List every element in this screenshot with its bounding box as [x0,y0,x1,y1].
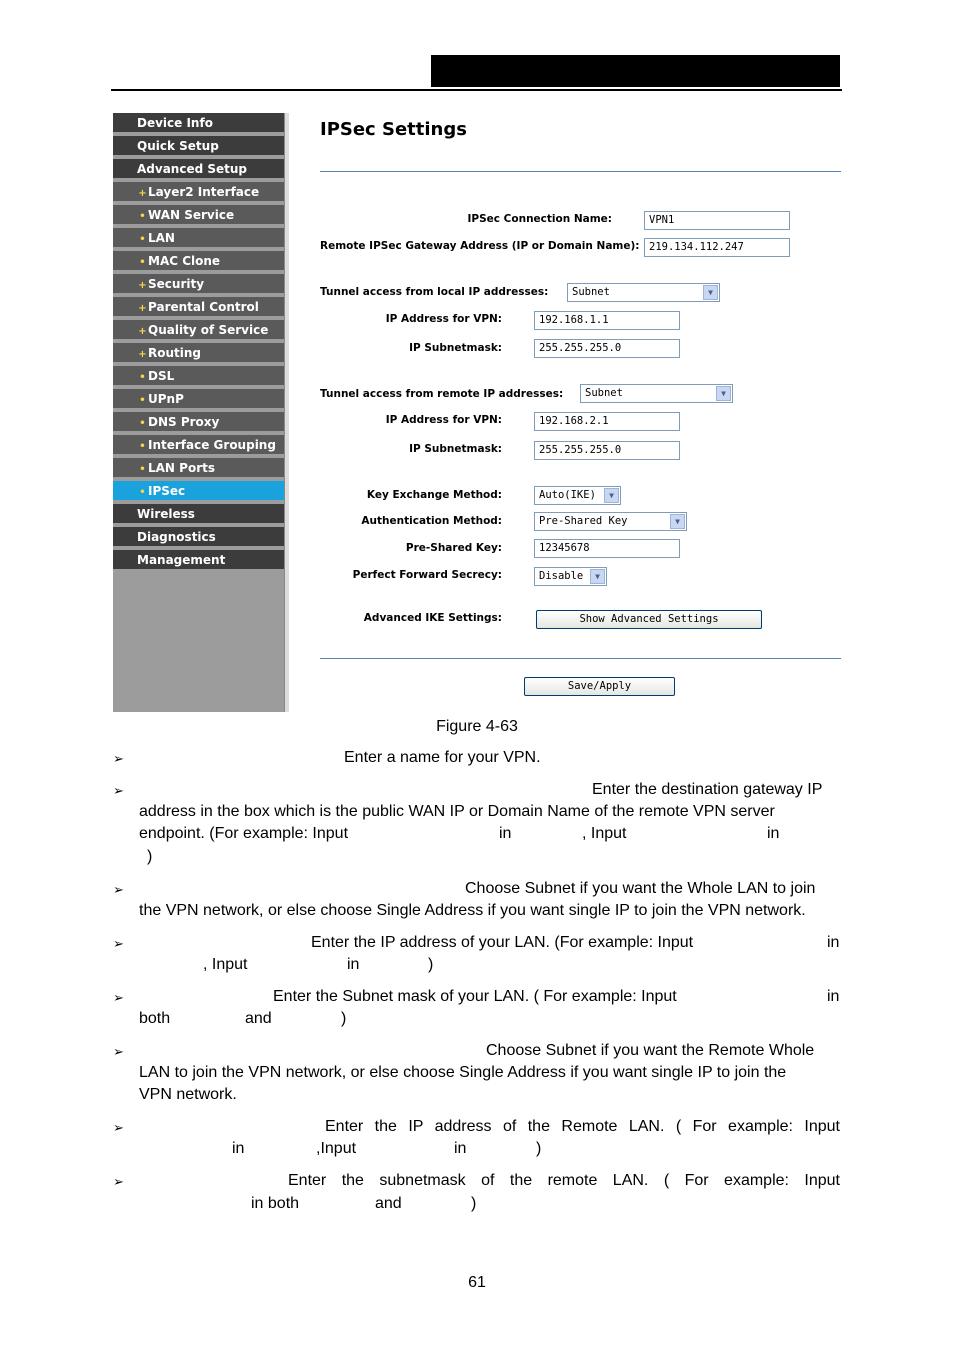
sidebar-item-lan-ports[interactable] [113,458,284,479]
bullet-dot-icon: • [139,211,146,222]
conn-name-label: IPSec Connection Name: [467,213,612,225]
bullet-dot-icon: • [139,464,146,475]
bullet-dot-icon: • [139,441,146,452]
sidebar-menu [113,113,284,712]
local-ip-input[interactable]: 192.168.1.1 [534,311,680,330]
local-ip-label: IP Address for VPN: [385,313,502,325]
remote-mask-input[interactable]: 255.255.255.0 [534,441,680,460]
remote-access-value: Subnet [585,387,623,399]
auth-method-label: Authentication Method: [361,515,502,527]
advanced-ike-label: Advanced IKE Settings: [363,612,502,624]
p3-line2: the VPN network, or else choose Single Address if you want single IP to join the VPN network. [139,902,806,919]
sidebar-item-label: Management [137,553,226,567]
arrow-bullet-icon: ➢ [113,1045,124,1060]
sidebar-item-label: Wireless [137,507,195,521]
sidebar-item-layer2-interface[interactable] [113,182,284,203]
p5-line2-b: and [245,1010,272,1027]
top-divider [320,171,841,172]
key-exchange-value: Auto(IKE) [539,489,596,501]
sidebar-item-quality-of-service[interactable] [113,320,284,341]
arrow-bullet-icon: ➢ [113,991,124,1006]
bullet-dot-icon: • [139,234,146,245]
pfs-value: Disable [539,570,584,582]
psk-label: Pre-Shared Key: [405,542,502,554]
sidebar-item-label: LAN [148,231,175,245]
p8-line2-c: ) [471,1195,477,1212]
sidebar-item-label: DSL [148,369,175,383]
sidebar-item-wan-service[interactable] [113,205,284,226]
key-exchange-label: Key Exchange Method: [366,489,502,501]
p4-line2-a: , Input [203,956,248,973]
local-access-label: Tunnel access from local IP addresses: [320,286,549,298]
auth-method-value: Pre-Shared Key [539,515,628,527]
p5-line2-c: ) [341,1010,347,1027]
ipsec-settings-panel [289,113,841,712]
sidebar-item-dns-proxy[interactable] [113,412,284,433]
chevron-down-icon[interactable]: ▼ [703,285,718,300]
sidebar-item-label: Quality of Service [148,323,269,337]
bullet-dot-icon: • [139,372,146,383]
chevron-down-icon[interactable]: ▼ [670,514,685,529]
expand-plus-icon: + [138,349,147,360]
figure-caption: Figure 4-63 [436,718,518,735]
sidebar-item-device-info[interactable] [113,113,284,134]
remote-ip-input[interactable]: 192.168.2.1 [534,412,680,431]
p2-line3-d: in [767,825,780,842]
bullet-dot-icon: • [139,257,146,268]
p2-line1: Enter the destination gateway IP [592,781,823,798]
p6-line2: LAN to join the VPN network, or else choose Single Address if you want single IP to join the [139,1064,787,1081]
p8-line2-b: and [375,1195,402,1212]
p7-line2-d: ) [536,1140,542,1157]
sidebar-item-mac-clone[interactable] [113,251,284,272]
p8-line2-a: in both [251,1195,300,1212]
chevron-down-icon[interactable]: ▼ [590,569,605,584]
local-mask-input[interactable]: 255.255.255.0 [534,339,680,358]
conn-name-input[interactable]: VPN1 [644,211,790,230]
local-mask-label: IP Subnetmask: [409,342,502,354]
sidebar-item-label: MAC Clone [148,254,221,268]
sidebar-item-label: Security [148,277,205,291]
sidebar-item-label: Routing [148,346,202,360]
p4-line2-b: in [347,956,360,973]
auth-method-select[interactable] [534,512,687,531]
sidebar-item-label: Device Info [137,116,213,130]
sidebar-item-label: Diagnostics [137,530,216,544]
arrow-bullet-icon: ➢ [113,937,124,952]
psk-input[interactable]: 12345678 [534,539,680,558]
sidebar-item-label: IPSec [148,484,186,498]
sidebar-item-label: UPnP [148,392,184,406]
expand-plus-icon: + [138,280,147,291]
p8-line1: Enter the subnetmask of the remote LAN. ( For example: Input [288,1172,840,1189]
p2-line4: ) [147,848,153,865]
expand-plus-icon: + [138,326,147,337]
sidebar-item-wireless[interactable] [113,504,284,525]
sidebar-item-label: Quick Setup [137,139,219,153]
bullet-dot-icon: • [139,395,146,406]
sidebar-item-advanced-setup[interactable] [113,159,284,180]
bottom-divider [320,658,841,659]
sidebar-item-label: WAN Service [148,208,235,222]
bullet-dot-icon: • [139,487,146,498]
expand-plus-icon: + [138,188,147,199]
p6-line3: VPN network. [139,1086,237,1103]
p3-line1: Choose Subnet if you want the Whole LAN to join [465,880,816,897]
key-exchange-select[interactable] [534,486,621,505]
chevron-down-icon[interactable]: ▼ [716,386,731,401]
sidebar-item-label: Interface Grouping [148,438,276,452]
pfs-select[interactable] [534,567,607,586]
sidebar-item-parental-control[interactable] [113,297,284,318]
p2-line3-b: in [499,825,512,842]
sidebar-item-label: Advanced Setup [137,162,248,176]
sidebar-item-label: Parental Control [148,300,259,314]
p5-line1-in: in [827,988,840,1005]
p4-line1-in: in [827,934,840,951]
p4-line2-c: ) [428,956,434,973]
page-number: 61 [468,1274,486,1291]
p2-line3-a: endpoint. (For example: Input [139,825,349,842]
pfs-label: Perfect Forward Secrecy: [352,569,502,581]
expand-plus-icon: + [138,303,147,314]
arrow-bullet-icon: ➢ [113,1121,124,1136]
gateway-label: Remote IPSec Gateway Address (IP or Domain Name): [320,240,640,252]
remote-access-label: Tunnel access from remote IP addresses: [320,388,564,400]
sidebar-item-upnp[interactable] [113,389,284,410]
header-bar [431,55,840,87]
arrow-bullet-icon: ➢ [113,784,124,799]
router-ui-screenshot [113,113,841,712]
remote-mask-label: IP Subnetmask: [409,443,502,455]
remote-access-select[interactable] [580,384,733,403]
show-advanced-settings-button[interactable]: Show Advanced Settings [536,610,762,629]
bullet-dot-icon: • [139,418,146,429]
page-title: IPSec Settings [320,119,467,140]
p4-line1: Enter the IP address of your LAN. (For example: Input [311,934,694,951]
p2-line2: address in the box which is the public WAN IP or Domain Name of the remote VPN server [139,803,775,820]
p7-line2-c: in [454,1140,467,1157]
arrow-bullet-icon: ➢ [113,883,124,898]
sidebar-item-label: Layer2 Interface [148,185,260,199]
save-apply-button[interactable]: Save/Apply [524,677,675,696]
sidebar-item-quick-setup[interactable] [113,136,284,157]
sidebar-item-routing[interactable] [113,343,284,364]
p5-line2-a: both [139,1010,171,1027]
gateway-input[interactable]: 219.134.112.247 [644,238,790,257]
arrow-bullet-icon: ➢ [113,1175,124,1190]
sidebar-item-interface-grouping[interactable] [113,435,284,456]
sidebar-item-label: DNS Proxy [148,415,220,429]
sidebar-item-lan[interactable] [113,228,284,249]
p2-line3-c: , Input [582,825,627,842]
local-access-select[interactable] [567,283,720,302]
sidebar-item-ipsec[interactable] [113,481,284,502]
p7-line1: Enter the IP address of the Remote LAN. ( For example: Input [325,1118,840,1135]
sidebar-item-security[interactable] [113,274,284,295]
chevron-down-icon[interactable]: ▼ [604,488,619,503]
p5-line1: Enter the Subnet mask of your LAN. ( For example: Input [273,988,677,1005]
header-rule [111,89,842,91]
arrow-bullet-icon: ➢ [113,752,124,767]
p1-text: Enter a name for your VPN. [344,749,541,766]
remote-ip-label: IP Address for VPN: [385,414,502,426]
sidebar-item-label: LAN Ports [148,461,215,475]
p7-line2-a: in [232,1140,245,1157]
p7-line2-b: ,Input [316,1140,357,1157]
sidebar-item-diagnostics[interactable] [113,527,284,548]
local-access-value: Subnet [572,286,610,298]
p6-line1: Choose Subnet if you want the Remote Whole [486,1042,815,1059]
sidebar-item-dsl[interactable] [113,366,284,387]
sidebar-item-management[interactable] [113,550,284,571]
